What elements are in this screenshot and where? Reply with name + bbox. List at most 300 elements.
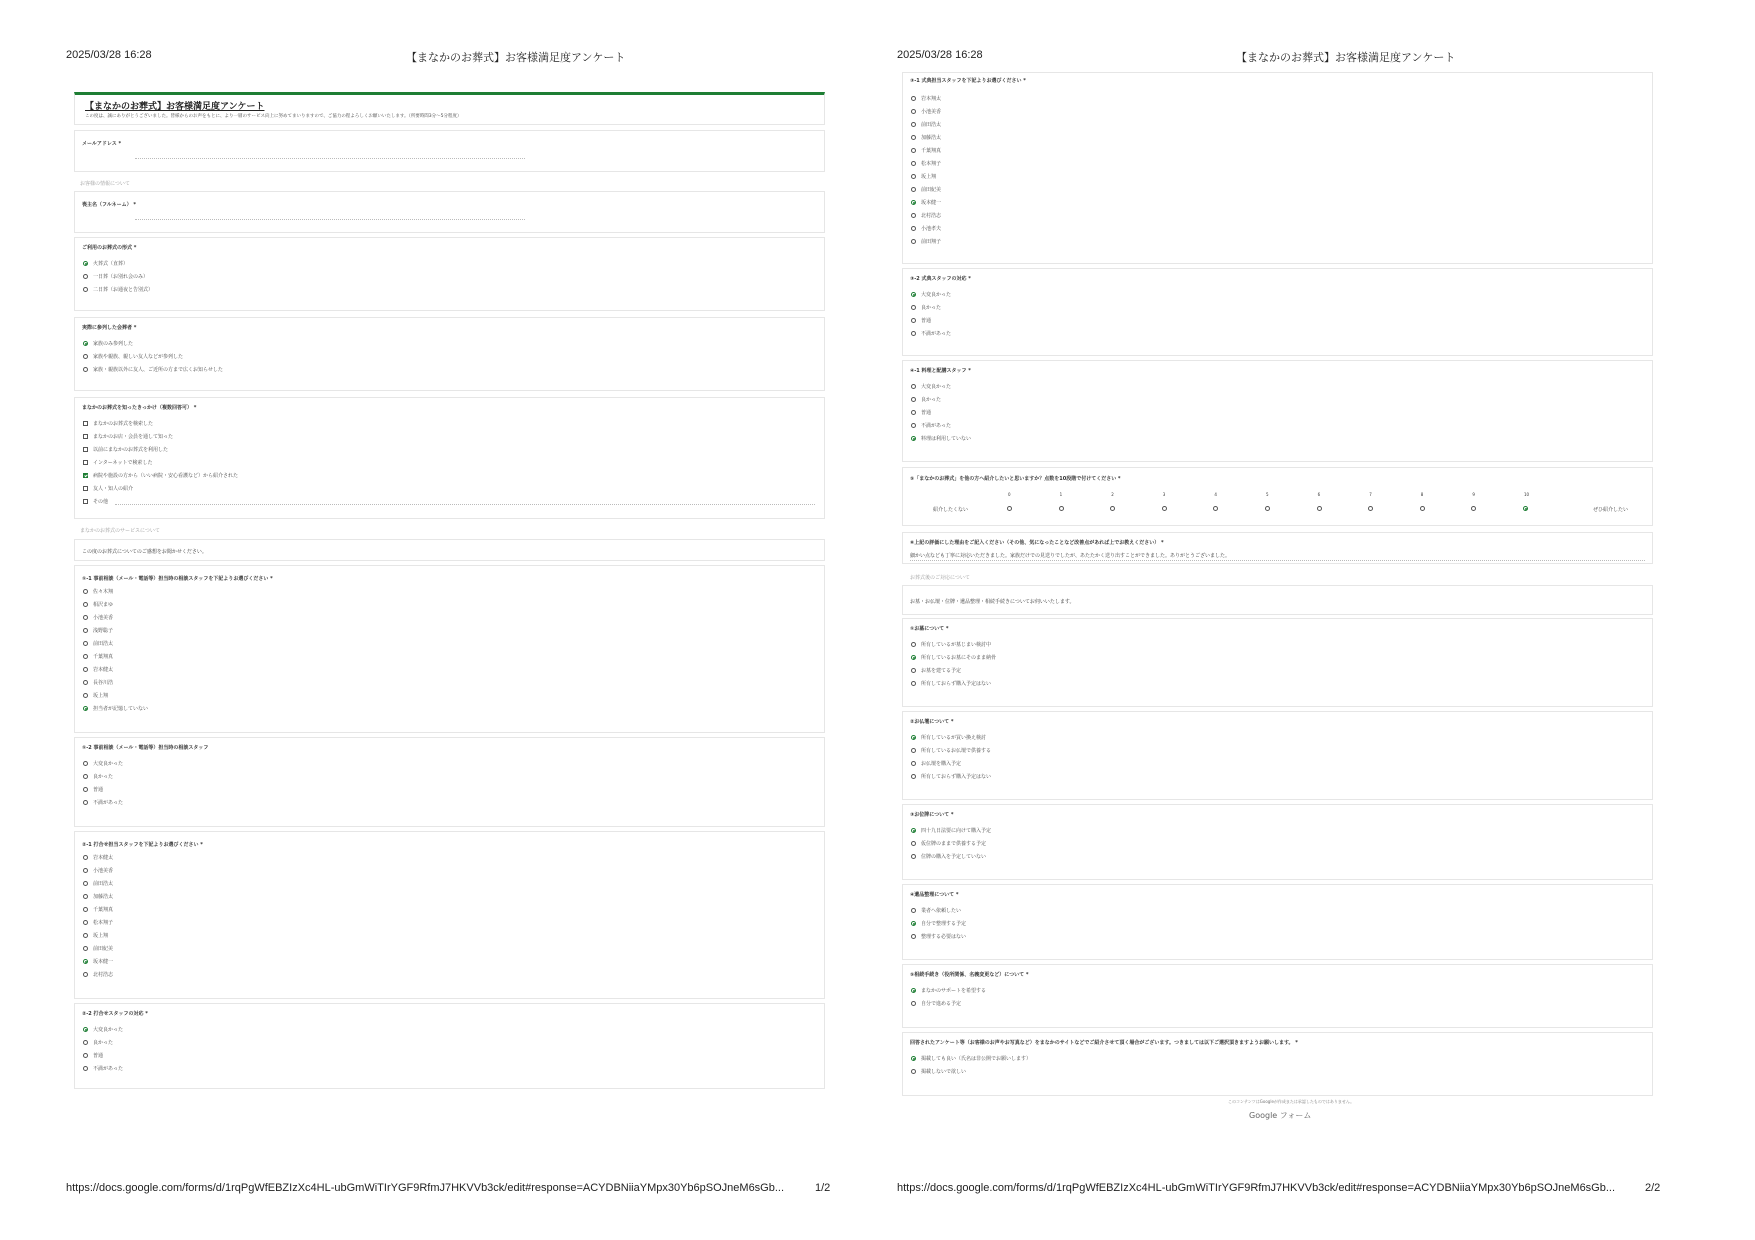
radio-icon[interactable] xyxy=(83,907,88,912)
q-type-card xyxy=(74,237,825,311)
option-label: 普通 xyxy=(93,786,104,793)
scale-radio-icon[interactable] xyxy=(1162,506,1167,511)
scale-number: 9 xyxy=(1472,492,1475,497)
radio-option[interactable] xyxy=(83,892,113,900)
radio-option[interactable] xyxy=(911,679,991,687)
radio-icon[interactable] xyxy=(911,436,916,441)
radio-icon[interactable] xyxy=(83,868,88,873)
radio-option[interactable] xyxy=(911,919,966,927)
radio-icon[interactable] xyxy=(911,213,916,218)
option-label: 加藤浩太 xyxy=(921,134,942,141)
q-publish-card xyxy=(902,1032,1653,1096)
radio-icon[interactable] xyxy=(83,1040,88,1045)
radio-option[interactable] xyxy=(911,120,941,128)
scale-number: 0 xyxy=(1008,492,1011,497)
option-label: 所有しておらず購入予定はない xyxy=(921,680,992,687)
email-field[interactable] xyxy=(135,158,525,159)
radio-icon[interactable] xyxy=(911,148,916,153)
option-label: 大変良かった xyxy=(93,760,124,767)
scale-radio-icon[interactable] xyxy=(1213,506,1218,511)
scale-number: 4 xyxy=(1214,492,1217,497)
radio-icon[interactable] xyxy=(83,920,88,925)
radio-icon[interactable] xyxy=(911,318,916,323)
checkbox-option[interactable] xyxy=(83,458,153,466)
checkbox-icon[interactable] xyxy=(83,486,88,491)
radio-option[interactable] xyxy=(83,704,148,712)
option-label: 前田浩太 xyxy=(921,121,942,128)
scale-radio-icon[interactable] xyxy=(1110,506,1115,511)
radio-icon[interactable] xyxy=(83,706,88,711)
radio-option[interactable] xyxy=(83,587,113,595)
checkbox-icon[interactable] xyxy=(83,499,88,504)
radio-icon[interactable] xyxy=(911,384,916,389)
radio-option[interactable] xyxy=(911,198,941,206)
radio-icon[interactable] xyxy=(911,748,916,753)
radio-icon[interactable] xyxy=(911,908,916,913)
radio-icon[interactable] xyxy=(83,641,88,646)
radio-option[interactable] xyxy=(83,365,223,373)
radio-option[interactable] xyxy=(911,408,931,416)
radio-icon[interactable] xyxy=(83,855,88,860)
option-label: 千葉翔真 xyxy=(93,906,114,913)
name-card xyxy=(74,191,825,233)
section-staff-title: まなかのお葬式のサービスについて xyxy=(80,528,160,534)
option-label: 四十九日法要に向けて購入予定 xyxy=(921,827,992,834)
option-label: 担当者が記憶していない xyxy=(93,705,149,712)
scale-radio-icon[interactable] xyxy=(1007,506,1012,511)
radio-icon[interactable] xyxy=(911,988,916,993)
radio-icon[interactable] xyxy=(911,187,916,192)
radio-icon[interactable] xyxy=(911,681,916,686)
radio-option[interactable] xyxy=(83,1064,123,1072)
name-field[interactable] xyxy=(135,219,525,220)
radio-icon[interactable] xyxy=(911,921,916,926)
radio-icon[interactable] xyxy=(911,226,916,231)
google-footer-note: このコンテンツはGoogleが作成または承認したものではありません。 xyxy=(1228,1099,1355,1104)
radio-icon[interactable] xyxy=(911,735,916,740)
q-type-label: ご利用のお葬式の形式 * xyxy=(82,245,137,251)
radio-icon[interactable] xyxy=(911,200,916,205)
option-label: 普通 xyxy=(921,317,932,324)
option-label: 松本翔子 xyxy=(921,160,942,167)
option-label: まなかのお葬式を検索した xyxy=(93,420,154,427)
radio-option[interactable] xyxy=(911,107,941,115)
radio-option[interactable] xyxy=(911,640,991,648)
radio-icon[interactable] xyxy=(83,693,88,698)
option-label: その他 xyxy=(93,498,109,505)
scale-number: 6 xyxy=(1317,492,1321,497)
radio-option[interactable] xyxy=(83,1051,103,1059)
option-label: 前田浩太 xyxy=(93,880,114,887)
radio-option[interactable] xyxy=(83,905,113,913)
radio-option[interactable] xyxy=(911,1067,966,1075)
option-label: 料理は利用していない xyxy=(921,435,972,442)
q-trigger-card xyxy=(74,397,825,519)
radio-option[interactable] xyxy=(911,986,986,994)
option-label: 所有しているが墓じまい検討中 xyxy=(921,641,992,648)
q-grave-card xyxy=(902,618,1653,707)
radio-option[interactable] xyxy=(911,733,986,741)
radio-option[interactable] xyxy=(911,759,961,767)
option-label: 不満があった xyxy=(921,330,951,337)
option-label: 長谷川浩 xyxy=(93,679,114,686)
radio-icon[interactable] xyxy=(911,828,916,833)
q-altar-card xyxy=(902,711,1653,800)
radio-icon[interactable] xyxy=(83,881,88,886)
radio-icon[interactable] xyxy=(911,655,916,660)
section-after-desc: お墓・お仏壇・位牌・遺品整理・相続手続きについてお伺いいたします。 xyxy=(910,599,1075,605)
radio-option[interactable] xyxy=(911,666,961,674)
radio-option[interactable] xyxy=(83,879,113,887)
option-label: 業者へ依頼したい xyxy=(921,907,962,914)
radio-icon[interactable] xyxy=(83,654,88,659)
radio-option[interactable] xyxy=(83,957,113,965)
radio-icon[interactable] xyxy=(83,894,88,899)
footer-url: https://docs.google.com/forms/d/1rqPgWfEBZIzXc4HL-ubGmWiTIrYGF9RfmJ7HKVVb3ck/edit#response=ACYDBNiiaYMpx30Yb6pSOJneM6sGb... xyxy=(897,1182,1616,1194)
header-title: 【まなかのお葬式】お客様満足度アンケート xyxy=(406,51,626,64)
radio-option[interactable] xyxy=(911,746,991,754)
radio-icon[interactable] xyxy=(83,367,88,372)
radio-option[interactable] xyxy=(83,352,183,360)
option-label: 松本翔子 xyxy=(93,919,114,926)
option-label: 浅野聡子 xyxy=(93,627,114,634)
radio-option[interactable] xyxy=(911,434,971,442)
radio-icon[interactable] xyxy=(83,774,88,779)
option-label: 整理する必要はない xyxy=(921,933,967,940)
checkbox-icon[interactable] xyxy=(83,421,88,426)
option-label: 普通 xyxy=(921,409,932,416)
option-label: 小池美香 xyxy=(93,614,114,621)
radio-icon[interactable] xyxy=(83,667,88,672)
radio-option[interactable] xyxy=(83,772,113,780)
radio-option[interactable] xyxy=(911,395,941,403)
radio-icon[interactable] xyxy=(911,239,916,244)
radio-icon[interactable] xyxy=(911,109,916,114)
radio-option[interactable] xyxy=(83,613,113,621)
option-label: 相沢まゆ xyxy=(93,601,114,608)
section-basic-title: お客様の情報について xyxy=(80,181,130,187)
q3-2-card xyxy=(902,268,1653,356)
radio-icon[interactable] xyxy=(911,1001,916,1006)
q-tablet-card xyxy=(902,804,1653,880)
checkbox-option[interactable] xyxy=(83,471,238,479)
checkbox-option[interactable] xyxy=(83,484,133,492)
checkbox-icon[interactable] xyxy=(83,447,88,452)
radio-option[interactable] xyxy=(911,224,941,232)
q-grave-label: ①お墓について * xyxy=(910,626,949,632)
radio-icon[interactable] xyxy=(911,305,916,310)
option-label: インターネットで検索した xyxy=(93,459,153,466)
option-label: 不満があった xyxy=(93,799,123,806)
q2-1-card xyxy=(74,831,825,999)
q-procedures-card xyxy=(902,964,1653,1028)
option-label: 北村浩志 xyxy=(93,971,114,978)
option-label: 位牌の購入を予定していない xyxy=(921,853,987,860)
option-label: 不満があった xyxy=(921,422,951,429)
radio-option[interactable] xyxy=(83,970,113,978)
scale-radio-icon[interactable] xyxy=(1523,506,1528,511)
radio-icon[interactable] xyxy=(83,628,88,633)
option-label: 千葉翔真 xyxy=(93,653,114,660)
option-label: 岩本健太 xyxy=(93,666,114,673)
option-label: 前田浩太 xyxy=(93,640,114,647)
radio-icon[interactable] xyxy=(911,135,916,140)
radio-option[interactable] xyxy=(911,653,996,661)
radio-icon[interactable] xyxy=(911,292,916,297)
option-label: まなかのお店・会員を通して知った xyxy=(93,433,174,440)
radio-option[interactable] xyxy=(911,303,941,311)
radio-icon[interactable] xyxy=(83,341,88,346)
scale-number: 8 xyxy=(1420,492,1424,497)
radio-icon[interactable] xyxy=(83,287,88,292)
option-label: 大変良かった xyxy=(93,1026,124,1033)
q6-field xyxy=(910,560,1645,561)
radio-icon[interactable] xyxy=(83,615,88,620)
scale-radio-icon[interactable] xyxy=(1471,506,1476,511)
radio-option[interactable] xyxy=(911,290,951,298)
q3-1-label: ③-1 式典担当スタッフを下記よりお選びください * xyxy=(910,78,1026,84)
radio-icon[interactable] xyxy=(911,174,916,179)
option-label: まなかのサポートを希望する xyxy=(921,987,987,994)
radio-option[interactable] xyxy=(911,146,941,154)
option-label: 仮位牌のままで供養する予定 xyxy=(921,840,987,847)
option-label: 北村浩志 xyxy=(921,212,942,219)
option-label: 不満があった xyxy=(93,1065,123,1072)
radio-icon[interactable] xyxy=(83,972,88,977)
section-staff-desc: この度のお葬式についてのご感想をお聞かせください。 xyxy=(82,549,207,555)
q1-1-label: ①-1 事前相談（メール・電話等）担当時の相談スタッフを下記よりお選びください * xyxy=(82,576,273,582)
scale-radio-icon[interactable] xyxy=(1368,506,1373,511)
option-label: 一日葬（お別れ会のみ） xyxy=(93,273,149,280)
radio-icon[interactable] xyxy=(83,1053,88,1058)
email-card xyxy=(74,130,825,172)
option-label: 掲載しても良い（氏名は非公開でお願いします） xyxy=(921,1055,1032,1062)
radio-option[interactable] xyxy=(83,665,113,673)
option-label: 掲載しないで欲しい xyxy=(921,1068,967,1075)
radio-option[interactable] xyxy=(83,918,113,926)
radio-option[interactable] xyxy=(911,133,941,141)
radio-option[interactable] xyxy=(911,906,961,914)
radio-option[interactable] xyxy=(83,759,123,767)
radio-option[interactable] xyxy=(83,853,113,861)
checkbox-icon[interactable] xyxy=(83,473,88,478)
radio-icon[interactable] xyxy=(911,934,916,939)
option-label: 小池美香 xyxy=(93,867,114,874)
radio-option[interactable] xyxy=(83,272,148,280)
checkbox-option[interactable] xyxy=(83,432,173,440)
section-staff-card xyxy=(74,539,825,561)
footer-page-number: 1/2 xyxy=(815,1182,831,1194)
checkbox-option[interactable] xyxy=(83,419,153,427)
option-label: 火葬式（直葬） xyxy=(93,260,129,267)
option-label: 普通 xyxy=(93,1052,104,1059)
scale-radio-icon[interactable] xyxy=(1059,506,1064,511)
form-description: この度は、誠にありがとうございました。皆様からのお声をもとに、より一層のサービス向上に努めてまいりますので、ご協力の程よろしくお願いいたします。（所要時間3分〜5分程度） xyxy=(85,114,462,119)
scale-radio-icon[interactable] xyxy=(1420,506,1425,511)
radio-option[interactable] xyxy=(911,159,941,167)
option-label: 自分で進める予定 xyxy=(921,1000,962,1007)
q4-1-label: ④-1 料理と配膳スタッフ * xyxy=(910,368,971,374)
radio-icon[interactable] xyxy=(83,933,88,938)
option-label: 家族・親族以外に友人、ご近所の方まで広くお知らせした xyxy=(93,366,223,373)
radio-option[interactable] xyxy=(911,172,936,180)
option-label: 自分で整理する予定 xyxy=(921,920,967,927)
radio-icon[interactable] xyxy=(911,161,916,166)
radio-option[interactable] xyxy=(911,329,951,337)
radio-icon[interactable] xyxy=(83,800,88,805)
radio-option[interactable] xyxy=(911,185,941,193)
option-label: 家族や親族、親しい友人などが参列した xyxy=(93,353,184,360)
radio-icon[interactable] xyxy=(911,331,916,336)
radio-option[interactable] xyxy=(83,652,113,660)
option-label: 岩本健太 xyxy=(93,854,114,861)
section-after-card xyxy=(902,585,1653,615)
radio-option[interactable] xyxy=(911,839,986,847)
option-label: 岩本翔太 xyxy=(921,95,942,102)
option-label: 良かった xyxy=(921,396,942,403)
radio-option[interactable] xyxy=(911,1054,1031,1062)
radio-icon[interactable] xyxy=(83,1027,88,1032)
checkbox-icon[interactable] xyxy=(83,460,88,465)
radio-icon[interactable] xyxy=(911,1056,916,1061)
radio-icon[interactable] xyxy=(83,761,88,766)
radio-icon[interactable] xyxy=(911,841,916,846)
radio-option[interactable] xyxy=(83,866,113,874)
radio-option[interactable] xyxy=(83,1038,113,1046)
google-forms-logo[interactable]: Google フォーム xyxy=(1249,1111,1312,1120)
q-attendees-label: 実際に参列した会葬者 * xyxy=(82,325,137,331)
radio-icon[interactable] xyxy=(911,410,916,415)
q6-answer[interactable]: 細かい点なども丁寧に対応いただきました。家族だけでの見送りでしたが、あたたかく送り出すことができました。ありがとうございました。 xyxy=(910,553,1231,559)
header-date: 2025/03/28 16:28 xyxy=(897,49,983,61)
radio-icon[interactable] xyxy=(911,1069,916,1074)
q-trigger-label: まなかのお葬式を知ったきっかけ（複数回答可） * xyxy=(82,405,197,411)
radio-option[interactable] xyxy=(83,798,123,806)
option-label: 加藤浩太 xyxy=(93,893,114,900)
radio-option[interactable] xyxy=(911,94,941,102)
radio-icon[interactable] xyxy=(911,423,916,428)
radio-icon[interactable] xyxy=(83,354,88,359)
scale-number: 5 xyxy=(1266,492,1269,497)
scale-radio-icon[interactable] xyxy=(1265,506,1270,511)
q4-1-card xyxy=(902,360,1653,462)
radio-icon[interactable] xyxy=(911,96,916,101)
option-label: 友人・知人の紹介 xyxy=(93,485,134,492)
q-procedures-label: ⑤相続手続き（役所関係、名義変更など）について * xyxy=(910,972,1029,978)
checkbox-option[interactable] xyxy=(83,445,168,453)
scale-number: 10 xyxy=(1524,492,1530,497)
q-altar-label: ②お仏壇について * xyxy=(910,719,954,725)
option-label: 坂上翔 xyxy=(921,173,937,180)
radio-option[interactable] xyxy=(911,211,941,219)
radio-option[interactable] xyxy=(911,852,986,860)
option-label: 良かった xyxy=(921,304,942,311)
q-attendees-card xyxy=(74,317,825,391)
radio-icon[interactable] xyxy=(911,668,916,673)
section-after-title: お葬式後のご対応について xyxy=(910,575,970,581)
q5-label: ⑤「まなかのお葬式」を他の方へ紹介したいと思いますか？点数を10段階で付けてください * xyxy=(910,476,1121,482)
radio-option[interactable] xyxy=(911,772,991,780)
option-label: 以前にまなかのお葬式を利用した xyxy=(93,446,169,453)
radio-icon[interactable] xyxy=(83,959,88,964)
q5-low-label: 紹介したくない xyxy=(933,507,969,513)
radio-option[interactable] xyxy=(911,421,951,429)
q-estate-card xyxy=(902,884,1653,960)
option-label: 家族のみ参列した xyxy=(93,340,134,347)
radio-icon[interactable] xyxy=(83,680,88,685)
radio-option[interactable] xyxy=(911,932,966,940)
radio-option[interactable] xyxy=(83,931,108,939)
q1-2-card xyxy=(74,737,825,827)
radio-option[interactable] xyxy=(83,639,113,647)
option-label: 坂本健一 xyxy=(921,199,942,206)
radio-icon[interactable] xyxy=(911,761,916,766)
radio-option[interactable] xyxy=(911,237,941,245)
option-label: 坂上翔 xyxy=(93,932,109,939)
q1-2-label: ①-2 事前相談（メール・電話等）担当時の相談スタッフ xyxy=(82,745,209,751)
q2-1-label: ②-1 打合せ担当スタッフを下記よりお選びください * xyxy=(82,842,203,848)
radio-icon[interactable] xyxy=(911,642,916,647)
radio-icon[interactable] xyxy=(83,787,88,792)
scale-number: 1 xyxy=(1059,492,1063,497)
radio-option[interactable] xyxy=(83,285,153,293)
scale-number: 3 xyxy=(1162,492,1166,497)
radio-option[interactable] xyxy=(83,600,113,608)
q2-2-label: ②-2 打合せスタッフの対応 * xyxy=(82,1011,148,1017)
option-label: 所有しているお仏壇で供養する xyxy=(921,747,992,754)
q6-card xyxy=(902,532,1653,564)
q3-2-label: ③-2 式典スタッフの対応 * xyxy=(910,276,971,282)
other-field[interactable] xyxy=(115,504,815,505)
q1-1-card xyxy=(74,565,825,733)
page-2 xyxy=(878,0,1755,1240)
radio-icon[interactable] xyxy=(83,261,88,266)
email-label: メールアドレス * xyxy=(82,141,122,147)
option-label: 良かった xyxy=(93,1039,114,1046)
radio-icon[interactable] xyxy=(83,946,88,951)
radio-option[interactable] xyxy=(83,691,108,699)
radio-icon[interactable] xyxy=(83,602,88,607)
radio-option[interactable] xyxy=(911,826,991,834)
radio-option[interactable] xyxy=(83,678,113,686)
radio-icon[interactable] xyxy=(911,122,916,127)
radio-option[interactable] xyxy=(911,999,961,1007)
radio-option[interactable] xyxy=(911,316,931,324)
q3-1-card xyxy=(902,72,1653,264)
radio-icon[interactable] xyxy=(83,1066,88,1071)
checkbox-icon[interactable] xyxy=(83,434,88,439)
radio-option[interactable] xyxy=(911,382,951,390)
radio-icon[interactable] xyxy=(83,589,88,594)
radio-option[interactable] xyxy=(83,626,113,634)
radio-icon[interactable] xyxy=(911,854,916,859)
radio-icon[interactable] xyxy=(911,397,916,402)
radio-icon[interactable] xyxy=(83,274,88,279)
q5-card xyxy=(902,467,1653,526)
q-tablet-label: ③お位牌について * xyxy=(910,812,954,818)
radio-option[interactable] xyxy=(83,259,128,267)
option-label: 前田紀美 xyxy=(93,945,114,952)
q6-label: ⑥上記の評価にした理由をご記入ください（その他、気になったことなど改善点があれば上でお教えください） * xyxy=(910,540,1164,546)
radio-icon[interactable] xyxy=(911,774,916,779)
radio-option[interactable] xyxy=(83,944,113,952)
radio-option[interactable] xyxy=(83,1025,123,1033)
scale-radio-icon[interactable] xyxy=(1317,506,1322,511)
radio-option[interactable] xyxy=(83,785,103,793)
checkbox-option[interactable] xyxy=(83,497,108,505)
radio-option[interactable] xyxy=(83,339,133,347)
header-title: 【まなかのお葬式】お客様満足度アンケート xyxy=(1236,51,1456,64)
